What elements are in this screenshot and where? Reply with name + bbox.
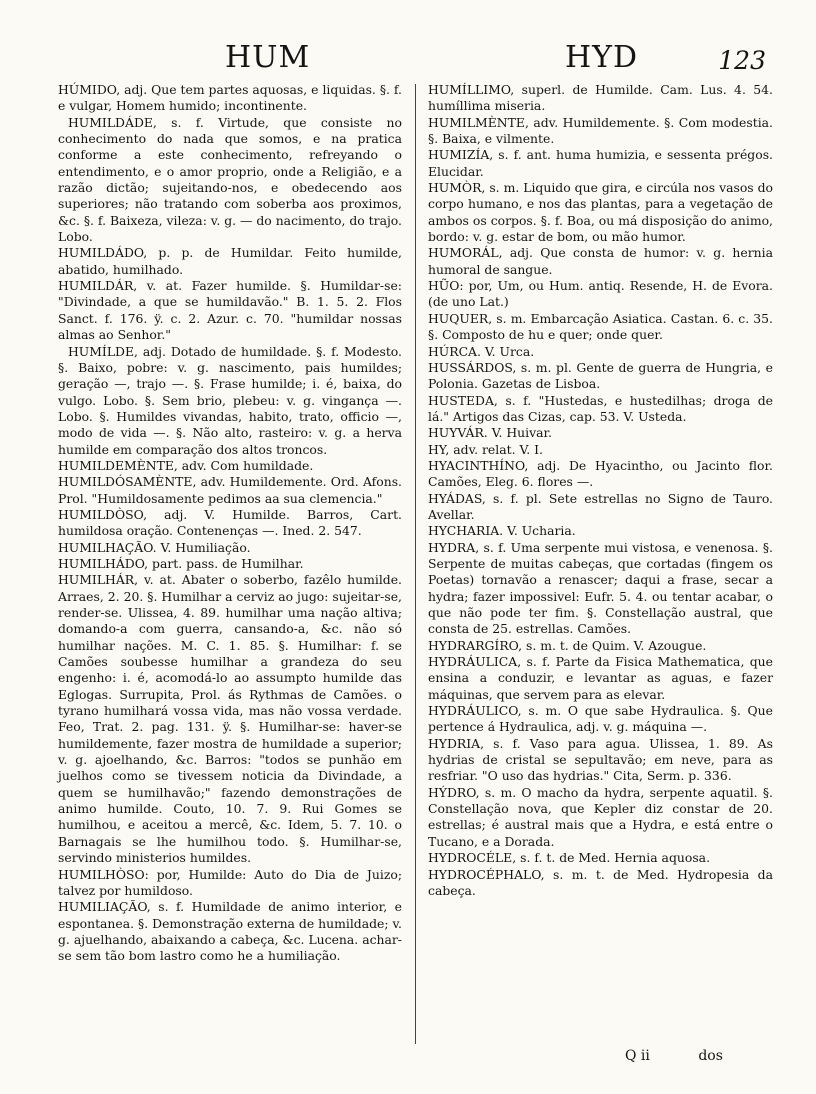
dictionary-entry: HYDROCÉPHALO, s. m. t. de Med. Hydropesia da cabeça. [428,866,773,898]
right-column [428,82,773,899]
dictionary-entry: HUMILMÈNTE, adv. Humildemente. §. Com modestia. §. Baixa, e vilmente. [428,114,773,147]
dictionary-entry: HUMÍLLIMO, superl. de Humilde. Cam. Lus. 4. 54. humíllima miseria. [428,82,773,114]
dictionary-entry: HUMORÁL, adj. Que consta de humor: v. g. hernia humoral de sangue. [428,245,773,277]
dictionary-entry: HUMILDÁR, v. at. Fazer humilde. §. Humildar-se: "Divindade, a que se humildavão." B. 1. 5. 2. Flos Sanct. f. 176. ÿ. c. 2. Azur. c. 70. "humildar nossas almas ao Senhor." [58,278,402,343]
dictionary-entry: HUMILHAÇÃO. V. Humiliação. [58,539,251,555]
dictionary-entry: HUMILDÁDE, s. f. Virtude, que consiste no conhecimento do nada que somos, e na pratica conforme a este conhecimento, refreyando o entendimento, e o amor proprio, onde a Religião, e a razão dictão; sujeitando-nos, e obedecendo aos superiores; não tratando com soberba aos proximos, &c. §. f. Baixeza, vileza: v. g. — do nacimento, do trajo. Lobo. [58,114,402,245]
dictionary-entry: HYDRARGÍRO, s. m. t. de Quim. V. Azougue. [428,637,707,653]
dictionary-entry: HÚMIDO, adj. Que tem partes aquosas, e liquidas. §. f. e vulgar, Homem humido; incontinente. [58,82,402,114]
dictionary-entry: HŨO: por, Um, ou Hum. antiq. Resende, H. de Evora. (de uno Lat.) [428,278,773,310]
dictionary-entry: HYDRA, s. f. Uma serpente mui vistosa, e venenosa. §. Serpente de muitas cabeças, que cortadas (fingem os Poetas) tornavão a renascer; daqui a frase, secar a hydra; fazer impossivel: Eufr. 5. 4. ou tentar acabar, o que não pode ter fim. §. Constellação austral, que consta de 25. estrellas. Camões. [428,539,773,637]
page-number: 123 [718,46,766,75]
signature-mark: Q ii [625,1048,650,1064]
running-head-left: HUM [225,40,311,75]
running-head-right: HYD [565,40,639,75]
dictionary-entry: HYCHARIA. V. Ucharia. [428,523,576,539]
dictionary-entry: HUMILDÁDO, p. p. de Humildar. Feito humilde, abatido, humilhado. [58,245,402,277]
dictionary-entry: HUMILDÓSAMÈNTE, adv. Humildemente. Ord. Afons. Prol. "Humildosamente pedimos aa sua clemencia." [58,474,402,506]
dictionary-entry: HUMILHÁR, v. at. Abater o soberbo, fazêlo humilde. Arraes, 2. 20. §. Humilhar a cerviz ao jugo: sujeitar-se, render-se. Ulissea, 4. 89. humilhar uma nação altiva; domando-a com guerra, cansando-a, &c. não só humilhar nações. M. C. 1. 85. §. Humilhar: f. se Camões soubesse humilhar a grandeza do seu engenho: i. é, acomodá-lo ao assumpto humilde das Eglogas. Surrupita, Prol. ás Rythmas de Camões. o tyrano humilhará vossa vida, mas não vossa verdade. Feo, Trat. 2. pag. 131. ÿ. §. Humilhar-se: haver-se humildemente, fazer mostra de humildade a superior; v. g. ajoelhando, &c. Barros: "todos se punhão em juelhos como se tivessem noticia da Divindade, a quem se humilhavão;" fazendo demonstrações de animo humilde. Couto, 10. 7. 9. Rui Gomes se humilhou, e aceitou a mercê, &c. Idem, 5. 7. 10. o Barnagais se lhe humilhou todo. §. Humilhar-se, servindo ministerios humildes. [58,572,402,866]
dictionary-entry: HUMÍLDE, adj. Dotado de humildade. §. f. Modesto. §. Baixo, pobre: v. g. nascimento, pais humildes; geração —, trajo —. §. Frase humilde; i. é, baixa, do vulgo. Lobo. §. Sem brio, plebeu: v. g. vingança —. Lobo. §. Humildes vivandas, habito, trato, officio —, modo de vida —. §. Não alto, rasteiro: v. g. a herva humilde em comparação dos altos troncos. [58,343,402,457]
dictionary-entry: HUSTEDA, s. f. "Hustedas, e hustedilhas; droga de lá." Artigos das Cizas, cap. 53. V. Usteda. [428,392,773,424]
dictionary-entry: HYDRÁULICA, s. f. Parte da Fisica Mathematica, que ensina a conduzir, e levantar as aguas, e fazer máquinas, que servem para as elevar. [428,654,773,702]
catchword: dos [698,1048,723,1064]
dictionary-entry: HÝDRO, s. m. O macho da hydra, serpente aquatil. §. Constellação nova, que Kepler diz constar de 20. estrellas; é austral mais que a Hydra, e está entre o Tucano, e a Dorada. [428,784,773,849]
dictionary-entry: HYDROCÉLE, s. f. t. de Med. Hernia aquosa. [428,850,711,866]
dictionary-entry: HUMILDEMÈNTE, adv. Com humildade. [58,457,314,473]
page-header [60,40,780,86]
dictionary-entry: HUMILHÁDO, part. pass. de Humilhar. [58,555,304,571]
dictionary-entry: HUMILIAÇÃO, s. f. Humildade de animo interior, e espontanea. §. Demonstração externa de humildade; v. g. ajuelhando, abaixando a cabeça, &c. Lucena. achar-se sem tão bom lastro como he a humiliação. [58,899,402,964]
column-divider [415,84,416,1044]
dictionary-entry: HUQUER, s. m. Embarcação Asiatica. Castan. 6. c. 35. §. Composto de hu e quer; onde quer. [428,310,773,343]
dictionary-entry: HUMILDÒSO, adj. V. Humilde. Barros, Cart. humildosa oração. Contenenças —. Ined. 2. 547. [58,506,402,539]
dictionary-entry: HYDRIA, s. f. Vaso para agua. Ulissea, 1. 89. As hydrias de cristal se sepultavão; em neve, para as resfriar. "O uso das hydrias." Cita, Serm. p. 336. [428,735,773,784]
dictionary-entry: HUMÒR, s. m. Liquido que gira, e circúla nos vasos do corpo humano, e nos das plantas, para a vegetação de ambos os corpos. §. f. Boa, ou má disposição do animo, bordo: v. g. estar de bom, ou mão humor. [428,180,773,245]
dictionary-entry: HÚRCA. V. Urca. [428,343,535,359]
dictionary-entry: HUMILHÒSO: por, Humilde: Auto do Dia de Juizo; talvez por humildoso. [58,866,402,898]
dictionary-entry: HY, adv. relat. V. I. [428,441,543,457]
dictionary-entry: HYÁDAS, s. f. pl. Sete estrellas no Signo de Tauro. Avellar. [428,490,773,522]
left-column [58,82,402,965]
page-footer [625,1048,767,1064]
dictionary-entry: HYDRÁULICO, s. m. O que sabe Hydraulica. §. Que pertence á Hydraulica, adj. v. g. máquina —. [428,703,773,735]
dictionary-entry: HYACINTHÍNO, adj. De Hyacintho, ou Jacinto flor. Camões, Eleg. 6. flores —. [428,457,773,490]
dictionary-entry: HUYVÁR. V. Huivar. [428,425,552,441]
dictionary-entry: HUSSÁRDOS, s. m. pl. Gente de guerra de Hungria, e Polonia. Gazetas de Lisboa. [428,359,773,392]
dictionary-entry: HUMIZÍA, s. f. ant. huma humizia, e sessenta prégos. Elucidar. [428,147,773,179]
